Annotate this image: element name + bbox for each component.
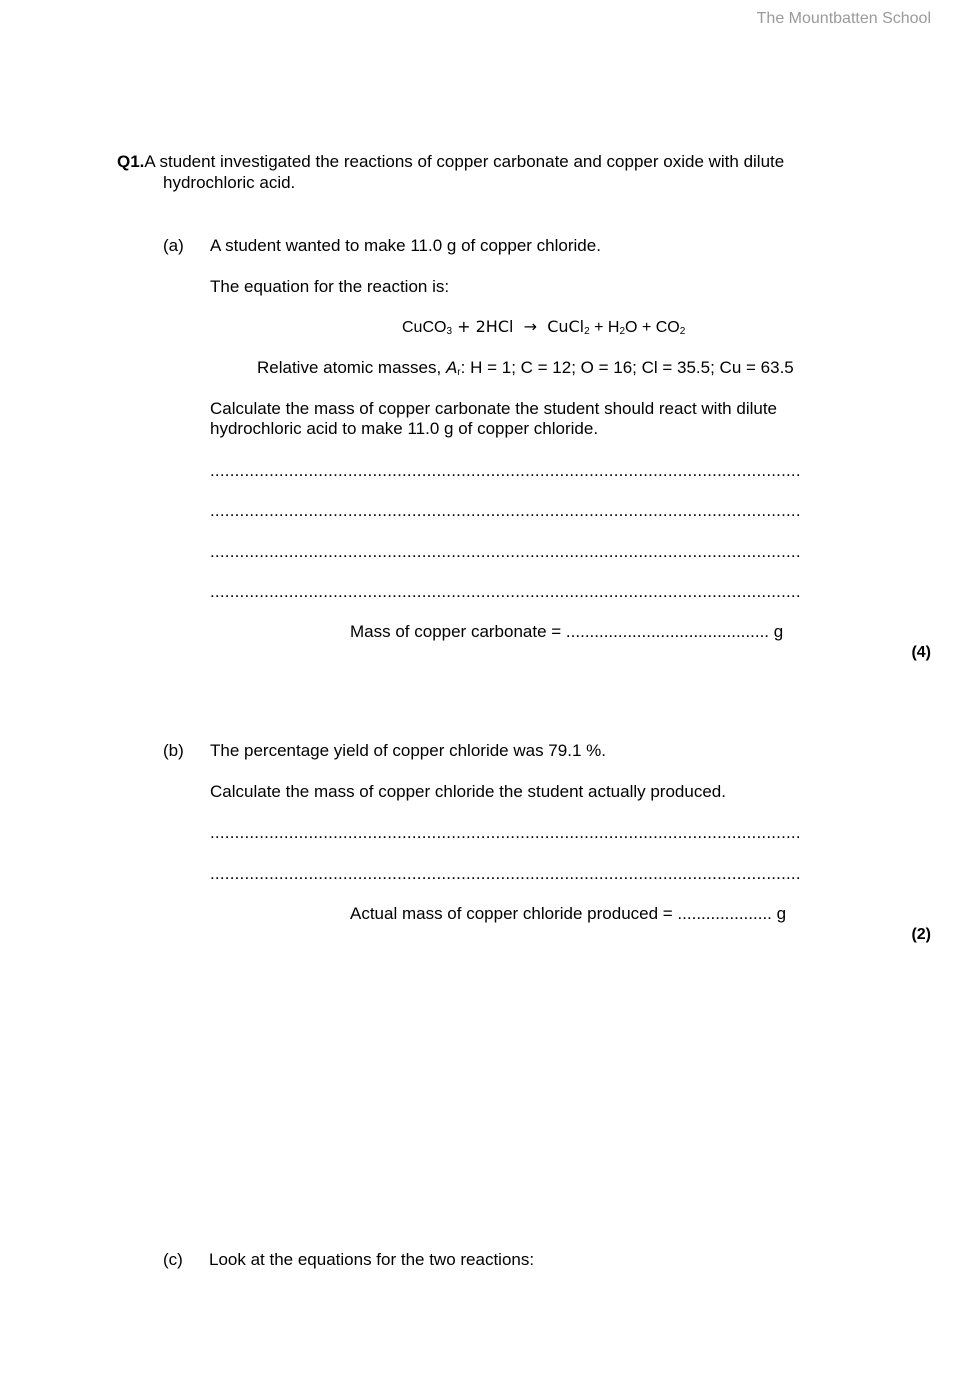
part-c-text: Look at the equations for the two reactions: (209, 1250, 535, 1269)
part-a-answer-field[interactable]: Mass of copper carbonate = ........................................... g (350, 622, 784, 641)
part-b-label: (b) (163, 741, 184, 760)
part-a-marks: (4) (911, 644, 931, 661)
part-b-text: The percentage yield of copper chloride was 79.1 %. (210, 741, 606, 760)
part-a-question-line-1: Calculate the mass of copper carbonate the student should react with dilute (210, 399, 778, 418)
reactant-copper-carbonate: CuCO$_3$ (402, 319, 453, 337)
answer-line[interactable]: ........................................................................................................................ (210, 461, 801, 480)
part-b-answer-field[interactable]: Actual mass of copper chloride produced = .................... g (350, 904, 787, 923)
answer-line[interactable]: ........................................................................................................................ (210, 864, 801, 883)
part-a-label: (a) (163, 236, 184, 255)
part-a-question-line-2: hydrochloric acid to make 11.0 g of copper chloride. (210, 419, 599, 438)
answer-line[interactable]: ........................................................................................................................ (210, 823, 801, 842)
reactant-hcl: + 2HCl (457, 317, 514, 336)
school-name-header: The Mountbatten School (756, 10, 931, 27)
part-b-question: Calculate the mass of copper chloride the student actually produced. (210, 782, 726, 801)
question-intro-line-2: hydrochloric acid. (163, 173, 296, 192)
question-number: Q1. (117, 152, 145, 171)
answer-line[interactable]: ........................................................................................................................ (210, 501, 801, 520)
answer-line[interactable]: ........................................................................................................................ (210, 582, 801, 601)
part-c-label: (c) (163, 1250, 183, 1269)
reaction-arrow: → (523, 317, 538, 336)
product-copper-chloride: CuCl$_2$ (547, 317, 590, 337)
question-1-intro (117, 151, 784, 172)
answer-line[interactable]: ........................................................................................................................ (210, 542, 801, 561)
question-intro-line-1: A student investigated the reactions of copper carbonate and copper oxide with dilute (144, 152, 785, 171)
chemical-equation (402, 316, 685, 342)
relative-atomic-masses: Relative atomic masses, $A_r$: H = 1; C = 12; O = 16; Cl = 35.5; Cu = 63.5 (257, 358, 794, 378)
part-b-marks: (2) (911, 926, 931, 943)
equation-intro: The equation for the reaction is: (210, 277, 450, 296)
product-water-co2: + $H_2O + CO_2$ (594, 319, 686, 337)
part-a-text: A student wanted to make 11.0 g of copper chloride. (210, 236, 601, 255)
